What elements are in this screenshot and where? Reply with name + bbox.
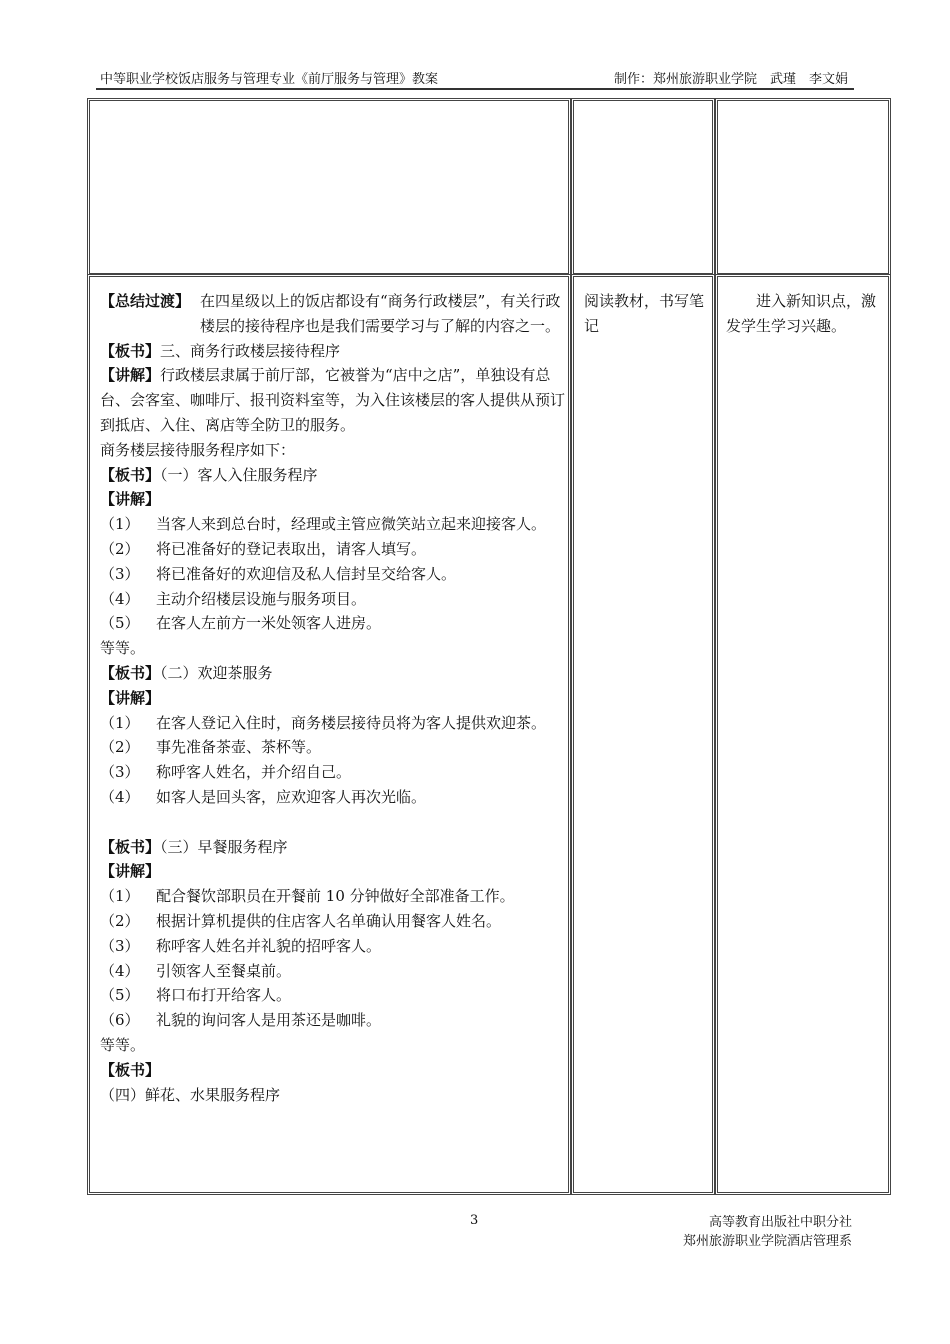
- list-item: [100, 562, 566, 587]
- item-number: （1）: [100, 887, 140, 906]
- item-number: （5）: [100, 614, 140, 633]
- item-text: 称呼客人姓名，并介绍自己。: [156, 763, 352, 782]
- item-number: （5）: [100, 986, 140, 1005]
- item-number: （3）: [100, 936, 140, 955]
- item-text: 主动介绍楼层设施与服务项目。: [156, 589, 367, 608]
- item-text: 在客人左前方一米处领客人进房。: [156, 614, 382, 633]
- table-cell-r2-content: [87, 274, 571, 1195]
- list-item: [100, 884, 566, 909]
- table-cell-r2-student: [571, 274, 715, 1195]
- board-text: （一）客人入住服务程序: [160, 465, 318, 484]
- board-heading-2: [100, 661, 566, 686]
- item-text: 当客人来到总台时，经理或主管应微笑站立起来迎接客人。: [156, 515, 547, 534]
- lesson-plan-table: [87, 98, 891, 1195]
- board-label: 【板书】: [100, 837, 161, 856]
- item-number: （6）: [100, 1011, 140, 1030]
- page-number: 3: [470, 1213, 479, 1228]
- header-authors: 制作：郑州旅游职业学院 武瑾 李文娟: [613, 72, 848, 87]
- item-number: （1）: [100, 713, 140, 732]
- item-text: 将已准备好的欢迎信及私人信封呈交给客人。: [156, 564, 457, 583]
- header-course-title: 中等职业学校饭店服务与管理专业《前厅服务与管理》教案: [100, 72, 439, 87]
- item-text: 配合餐饮部职员在开餐前 10 分钟做好全部准备工作。: [156, 887, 515, 906]
- summary-text: 在四星级以上的饭店都设有“商务行政楼层”，有关行政楼层的接待程序也是我们需要学习与了解的内容之一。: [200, 292, 561, 335]
- table-cell-r1-purpose: [715, 98, 891, 276]
- board-heading-flowers: （四）鲜花、水果服务程序: [100, 1085, 281, 1104]
- breakfast-list: [100, 884, 566, 1033]
- list-item: [100, 909, 566, 934]
- item-text: 称呼客人姓名并礼貌的招呼客人。: [156, 936, 382, 955]
- design-intent: 进入新知识点，激发学生学习兴趣。: [726, 292, 877, 335]
- explain-label: 【讲解】: [100, 490, 161, 509]
- list-item: [100, 1008, 566, 1033]
- department-name: 郑州旅游职业学院酒店管理系: [682, 1234, 852, 1249]
- summary-label: 【总结过渡】: [100, 292, 191, 310]
- item-text: 将已准备好的登记表取出，请客人填写。: [156, 539, 427, 558]
- list-item: [100, 983, 566, 1008]
- list-item: [100, 760, 566, 785]
- item-number: （1）: [100, 515, 140, 534]
- item-text: 如客人是回头客，应欢迎客人再次光临。: [156, 787, 427, 806]
- list-item: [100, 611, 566, 636]
- intro-line: 商务楼层接待服务程序如下：: [100, 440, 296, 459]
- item-text: 将口布打开给客人。: [156, 986, 292, 1005]
- item-number: （4）: [100, 787, 140, 806]
- explain-label: 【讲解】: [100, 862, 161, 881]
- item-number: （2）: [100, 911, 140, 930]
- board-label: 【板书】: [100, 663, 161, 682]
- board-text: 三、商务行政楼层接待程序: [160, 341, 341, 360]
- list-item: [100, 512, 566, 537]
- list-item: [100, 934, 566, 959]
- item-text: 在客人登记入住时，商务楼层接待员将为客人提供欢迎茶。: [156, 713, 547, 732]
- table-cell-r2-purpose: [715, 274, 891, 1195]
- list-item: [100, 735, 566, 760]
- board-heading-1: [100, 463, 566, 488]
- board-heading-3: [100, 339, 566, 364]
- blank-line: [100, 810, 566, 835]
- list-item: [100, 711, 566, 736]
- list-item: [100, 537, 566, 562]
- etc-line: 等等。: [100, 1035, 146, 1054]
- list-item: [100, 587, 566, 612]
- board-text: （三）早餐服务程序: [160, 837, 288, 856]
- welcome-tea-list: [100, 711, 566, 810]
- item-text: 引领客人至餐桌前。: [156, 961, 292, 980]
- checkin-list: [100, 512, 566, 636]
- table-cell-r1-student: [571, 98, 715, 276]
- publisher-name: 高等教育出版社中职分社: [708, 1215, 852, 1230]
- explain-paragraph: [100, 363, 566, 437]
- explain-label: 【讲解】: [100, 688, 161, 707]
- page-header: [96, 71, 854, 90]
- footer-publisher: [668, 1213, 852, 1251]
- board-text: （二）欢迎茶服务: [160, 663, 273, 682]
- list-item: [100, 785, 566, 810]
- item-number: （2）: [100, 539, 140, 558]
- board-heading-breakfast: [100, 835, 566, 860]
- item-text: 礼貌的询问客人是用茶还是咖啡。: [156, 1011, 382, 1030]
- summary-paragraph: [100, 289, 566, 339]
- item-text: 事先准备茶壶、茶杯等。: [156, 738, 322, 757]
- table-cell-r1-content: [87, 98, 571, 276]
- board-label: 【板书】: [100, 465, 161, 484]
- list-item: [100, 959, 566, 984]
- etc-line: 等等。: [100, 639, 146, 658]
- item-text: 根据计算机提供的住店客人名单确认用餐客人姓名。: [156, 911, 502, 930]
- item-number: （4）: [100, 961, 140, 980]
- item-number: （3）: [100, 763, 140, 782]
- teaching-content: [100, 289, 566, 1107]
- explain-text: 行政楼层隶属于前厅部，它被誉为“店中之店”，单独设有总台、会客室、咖啡厅、报刊资料室等，为入住该楼层的客人提供从预订到抵店、入住、离店等全防卫的服务。: [100, 366, 566, 434]
- board-label: 【板书】: [100, 341, 161, 360]
- student-activity: 阅读教材，书写笔记: [584, 292, 705, 335]
- item-number: （4）: [100, 589, 140, 608]
- item-number: （3）: [100, 564, 140, 583]
- explain-label: 【讲解】: [100, 366, 161, 385]
- board-label-line: 【板书】: [100, 1060, 161, 1079]
- item-number: （2）: [100, 738, 140, 757]
